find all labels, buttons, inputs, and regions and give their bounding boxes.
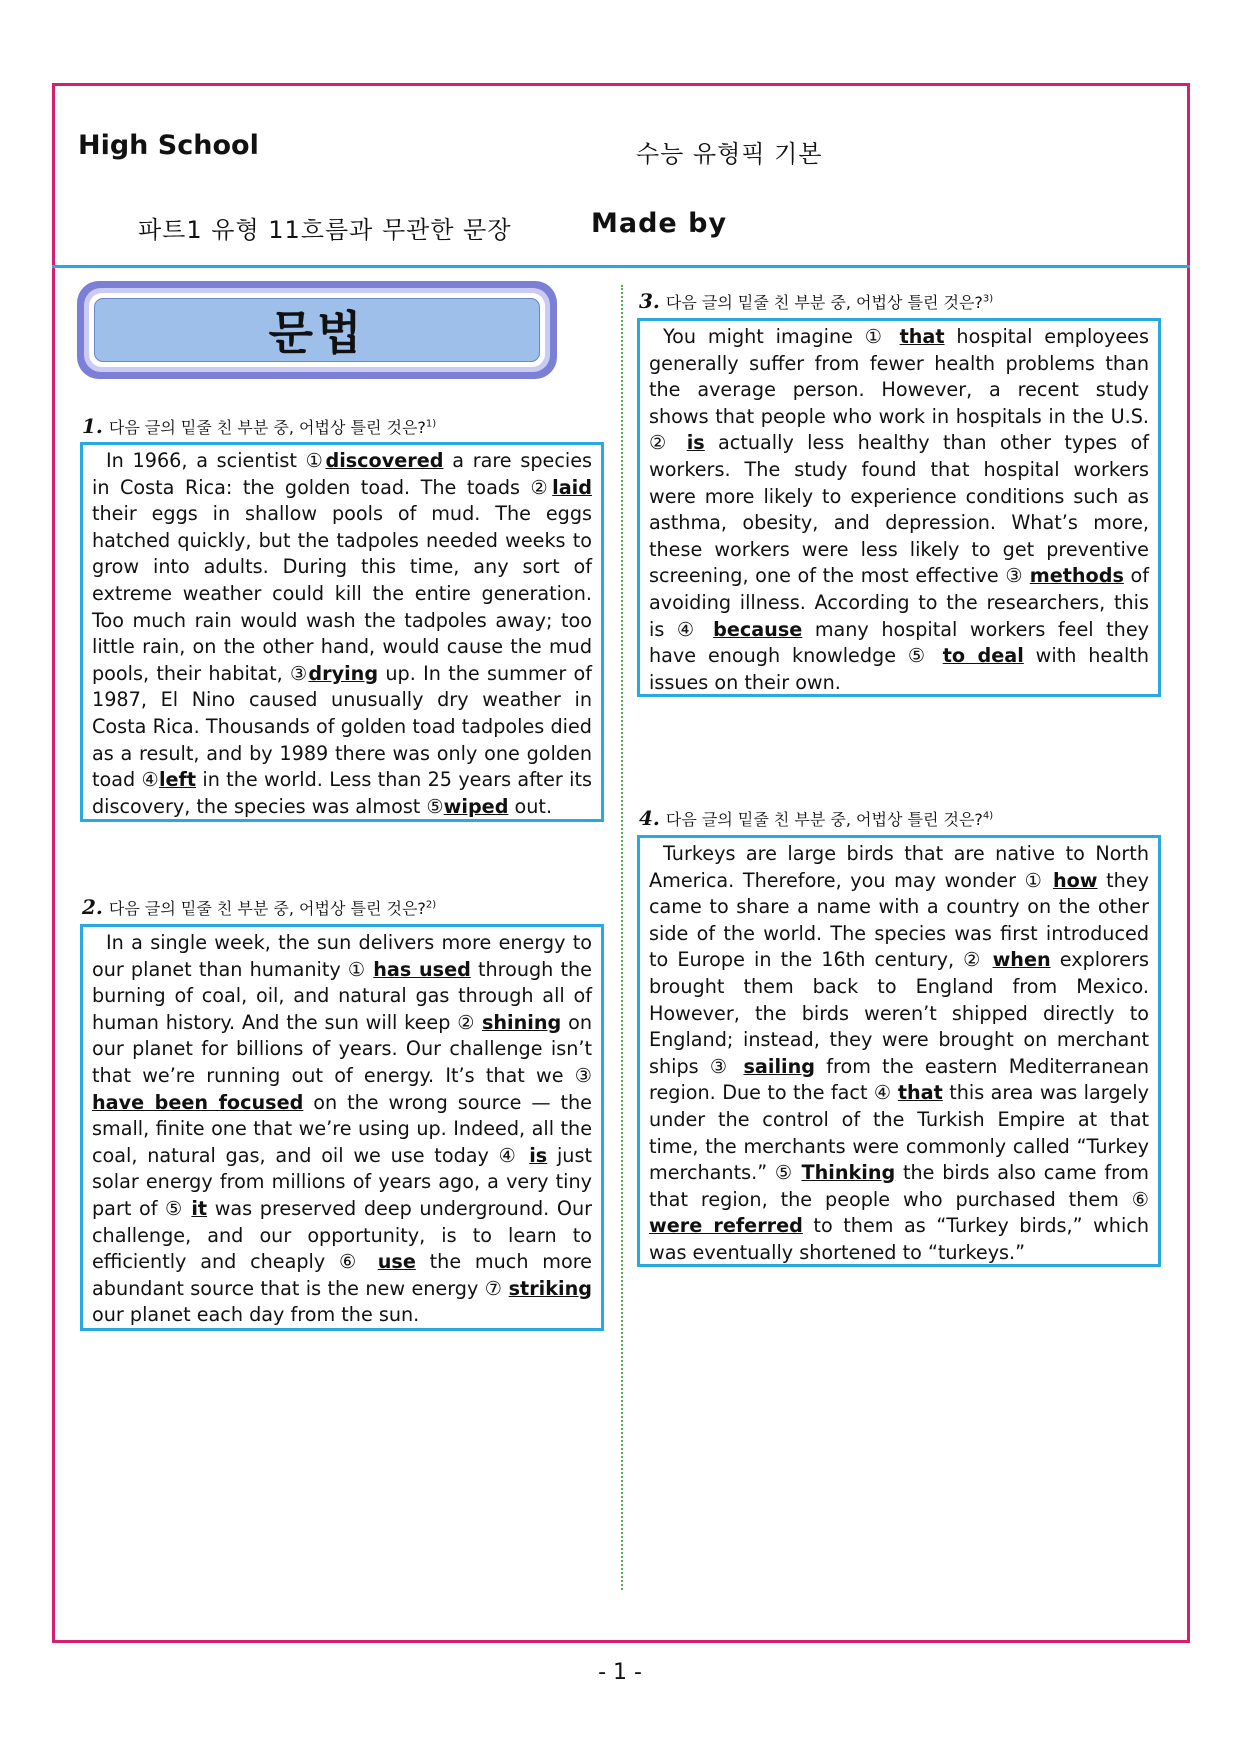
passage-text: in the world. Less than 25 years after its discovery, the species was almost ⑤ [92, 768, 592, 818]
question-prompt: 다음 글의 밑줄 친 부분 중, 어법상 틀린 것은? [108, 418, 426, 437]
passage-text: this area was largely under the control of the Turkish Empire at that time, the merchants were commonly called “Turkey merchants.” ⑤ [649, 1081, 1149, 1185]
question-number: 4. [639, 806, 660, 830]
footnote-ref: 3) [982, 293, 994, 305]
underlined-choice: that [899, 325, 945, 348]
header-divider [52, 265, 1190, 268]
underlined-choice: because [713, 617, 803, 641]
question-number: 1. [82, 414, 103, 438]
passage-text: hospital employees generally suffer from fewer health problems than the average person. However, a recent study shows that people who work in hospitals in the U.S. ② [649, 325, 1149, 455]
passage-text: a rare species in Costa Rica: the golden toad. The toads ② [92, 449, 592, 499]
passage-text: out. [508, 794, 553, 818]
passage-text: just solar energy from millions of years ago, a very tiny part of ⑤ [92, 1143, 592, 1220]
footnote-ref: 2) [425, 899, 437, 911]
passage-text: on the wrong source — the small, finite one that we’re using up. Indeed, all the coal, natural gas, and oil we use today ④ [92, 1090, 592, 1167]
underlined-choice: shining [481, 1010, 562, 1034]
question-1-title [82, 414, 436, 438]
question-number: 3. [639, 289, 660, 313]
underlined-choice: that [897, 1081, 943, 1105]
passage-text: to them as “Turkey birds,” which was eventually shortened to “turkeys.” [649, 1214, 1149, 1264]
passage-text: was preserved deep underground. Our challenge, and our opportunity, is to learn to efficiently and cheaply ⑥ [92, 1196, 593, 1274]
underlined-choice: to deal [942, 644, 1024, 668]
passage-text: up. In the summer of 1987, El Nino caused unusually dry weather in Costa Rica. Thousands of golden toad tadpoles died as a result, and by 1989 there was only one golden toad ④ [92, 661, 592, 792]
question-number: 2. [82, 895, 103, 919]
underlined-choice: left [158, 768, 197, 792]
underlined-choice: were referred [649, 1214, 803, 1238]
passage-text: You might imagine ① [663, 325, 900, 348]
school-label: High School [78, 130, 259, 161]
underlined-choice: has used [373, 957, 471, 981]
exam-title: 수능 유형픽 기본 [636, 140, 823, 168]
question-3-passage [637, 318, 1161, 697]
passage-text: their eggs in shallow pools of mud. The eggs hatched quickly, but the tadpoles needed weeks to grow into adults. During this time, any sort of extreme weather could kill the entire generation. Too much rain would wash the tadpoles away; too little rain, on the other hand, would cause the mud pools, their habitat, ③ [92, 502, 592, 685]
passage-text: they came to share a name with a country on the other side of the world. The species was first introduced to Europe in the 16th century, ② [649, 868, 1149, 972]
underlined-choice: how [1052, 868, 1098, 892]
part-title: 파트1 유형 11흐름과 무관한 문장 [138, 216, 512, 244]
question-4-title [639, 806, 993, 830]
passage-text: the much more abundant source that is the new energy ⑦ [92, 1250, 592, 1300]
section-badge [77, 281, 557, 379]
underlined-choice: laid [552, 475, 592, 499]
passage-text: our planet each day from the sun. [92, 1303, 420, 1327]
passage-text: of avoiding illness. According to the researchers, this is ④ [649, 564, 1150, 641]
underlined-choice: use [377, 1250, 416, 1274]
underlined-choice: drying [308, 661, 379, 685]
passage-text: with health issues on their own. [649, 644, 1149, 694]
passage-text: Turkeys are large birds that are native to North America. Therefore, you may wonder ① [649, 842, 1149, 892]
underlined-choice: methods [1029, 564, 1124, 588]
question-prompt: 다음 글의 밑줄 친 부분 중, 어법상 틀린 것은? [665, 810, 983, 829]
underlined-choice: Thinking [801, 1161, 896, 1185]
made-by-label: Made by [591, 208, 728, 239]
passage-text: through the burning of coal, oil, and natural gas through all of human history. And the sun will keep ② [92, 957, 592, 1034]
passage-text: In 1966, a scientist ① [106, 449, 326, 472]
question-2-passage [80, 924, 604, 1331]
question-prompt: 다음 글의 밑줄 친 부분 중, 어법상 틀린 것은? [665, 293, 983, 312]
passage-text: the birds also came from that region, the people who purchased them ⑥ [649, 1161, 1149, 1211]
question-4-passage [637, 835, 1161, 1267]
passage-text: many hospital workers feel they have enough knowledge ⑤ [649, 617, 1149, 668]
underlined-choice: sailing [743, 1054, 815, 1078]
underlined-choice: striking [508, 1276, 592, 1300]
underlined-choice: is [686, 431, 705, 455]
section-title: 문법 [94, 298, 540, 362]
underlined-choice: when [992, 948, 1051, 972]
underlined-choice: it [191, 1196, 208, 1220]
passage-text: In a single week, the sun delivers more energy to our planet than humanity ① [92, 931, 592, 981]
passage-text: explorers brought them back to England from Mexico. However, the birds weren’t shipped directly to England; instead, they were brought on merchant ships ③ [649, 948, 1149, 1078]
question-3-title [639, 289, 993, 313]
underlined-choice: wiped [443, 794, 509, 818]
question-prompt: 다음 글의 밑줄 친 부분 중, 어법상 틀린 것은? [108, 899, 426, 918]
footnote-ref: 1) [425, 418, 437, 430]
page-number: - 1 - [598, 1660, 642, 1685]
passage-text: from the eastern Mediterranean region. Due to the fact ④ [649, 1054, 1149, 1105]
passage-text: actually less healthy than other types of workers. The study found that hospital workers were more likely to experience conditions such as asthma, obesity, and depression. What’s more, these workers were less likely to get preventive screening, one of the most effective ③ [649, 431, 1149, 588]
underlined-choice: is [529, 1143, 548, 1167]
underlined-choice: discovered [325, 449, 444, 472]
footnote-ref: 4) [982, 810, 994, 822]
passage-text: on our planet for billions of years. Our challenge isn’t that we’re running out of energy. It’s that we ③ [92, 1010, 592, 1087]
question-1-passage [80, 442, 604, 822]
column-divider [621, 285, 623, 1590]
question-2-title [82, 895, 436, 919]
underlined-choice: have been focused [92, 1090, 304, 1114]
